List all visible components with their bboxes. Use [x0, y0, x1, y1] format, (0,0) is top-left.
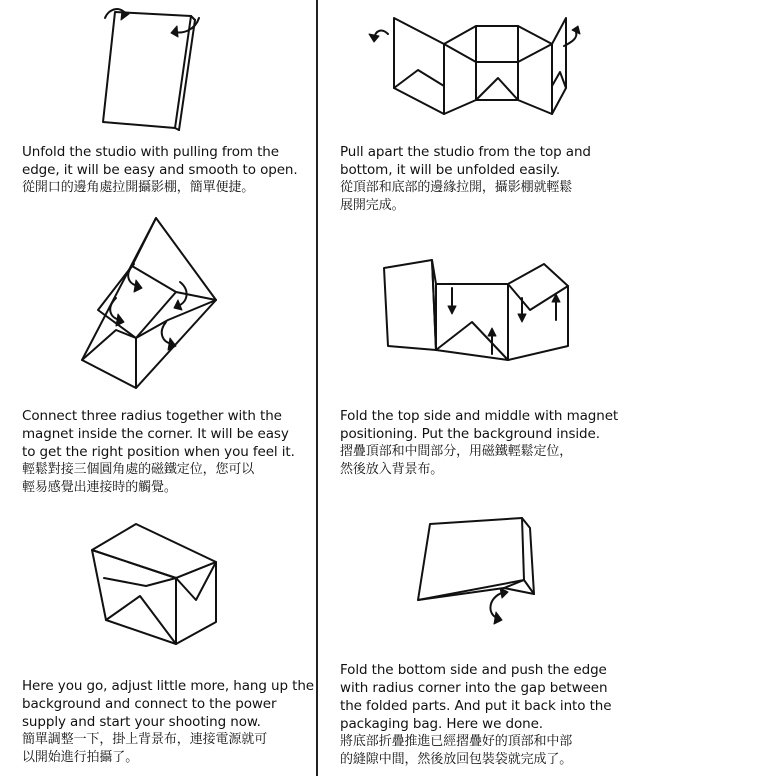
- step-5-english: Here you go, adjust little more, hang up the background and connect to the power supply and start your shooting now.: [22, 678, 314, 730]
- step-4-text: [340, 407, 630, 479]
- step-2-chinese: 從頂部和底部的邊緣拉開，攝影棚就輕鬆 展開完成。: [340, 180, 573, 213]
- step-6-text: [340, 661, 640, 769]
- step-5-chinese: 簡單調整一下，掛上背景布，連接電源就可 以開始進行拍攝了。: [22, 732, 268, 765]
- column-divider: [316, 0, 318, 776]
- step-1-english: Unfold the studio with pulling from the edge, it will be easy and smooth to open.: [22, 144, 298, 178]
- step-5-text: [22, 677, 314, 767]
- step-2-text: [340, 143, 630, 215]
- step-4-illustration: [380, 250, 580, 365]
- step-6-illustration: [414, 514, 544, 629]
- step-1-chinese: 從開口的邊角處拉開攝影棚，簡單便捷。: [22, 180, 255, 195]
- step-3-chinese: 輕鬆對接三個圓角處的磁鐵定位，您可以 輕易感覺出連接時的觸覺。: [22, 462, 255, 495]
- step-3-illustration: [76, 212, 236, 392]
- step-6-english: Fold the bottom side and push the edge with radius corner into the gap between the folded parts. And put it back into the packaging bag. Here we done.: [340, 662, 612, 732]
- step-5-illustration: [86, 520, 226, 650]
- step-6-chinese: 將底部折疊推進已經摺疊好的頂部和中部 的縫隙中間，然後放回包裝袋就完成了。: [340, 734, 573, 767]
- step-2-english: Pull apart the studio from the top and bottom, it will be unfolded easily.: [340, 144, 591, 178]
- step-1-text: [22, 143, 312, 197]
- step-4-english: Fold the top side and middle with magnet positioning. Put the background inside.: [340, 408, 619, 442]
- step-4-chinese: 摺疊頂部和中間部分，用磁鐵輕鬆定位， 然後放入背景布。: [340, 444, 573, 477]
- step-2-illustration: [368, 8, 583, 118]
- step-3-english: Connect three radius together with the magnet inside the corner. It will be easy to get the right position when you feel it.: [22, 408, 295, 460]
- step-3-text: [22, 407, 312, 497]
- step-1-illustration: [95, 4, 205, 134]
